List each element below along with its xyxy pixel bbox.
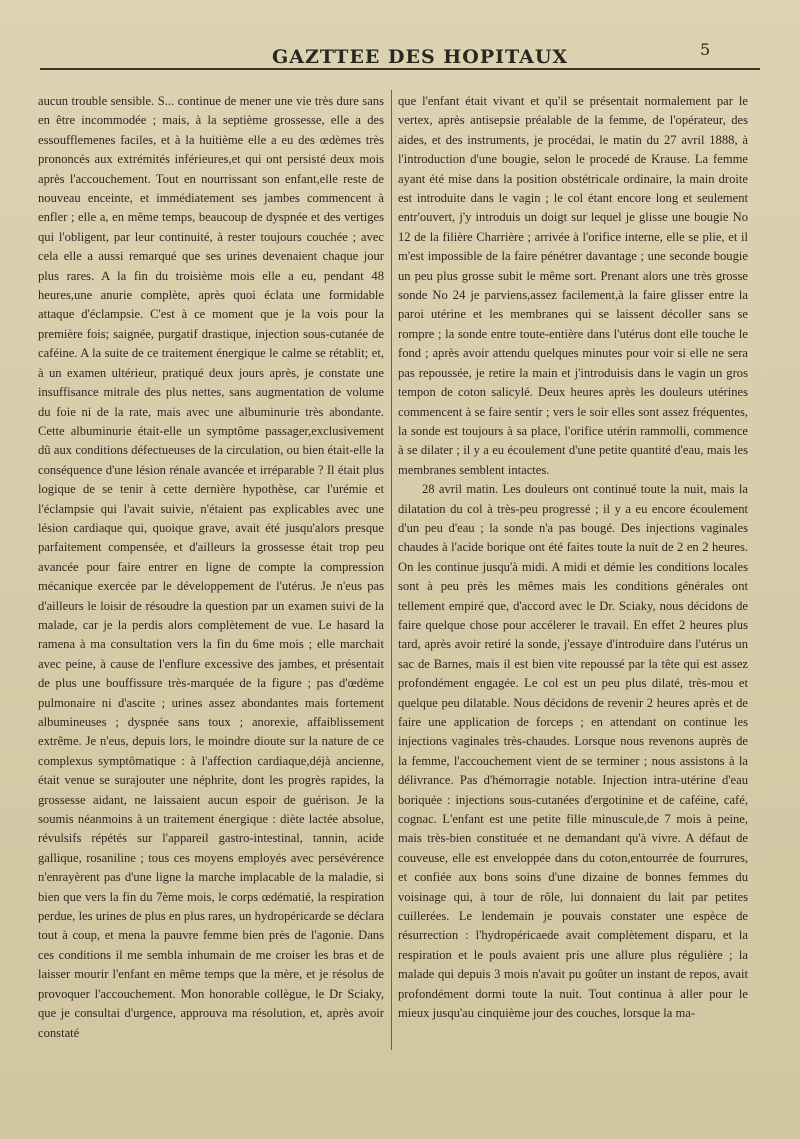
right-column bbox=[398, 92, 748, 1102]
header-rule bbox=[40, 68, 760, 70]
column-divider bbox=[391, 90, 392, 1050]
page-header bbox=[0, 38, 800, 78]
right-paragraph-2: 28 avril matin. Les douleurs ont continué toute la nuit, mais la dilatation du col à très-peu progressé ; il y a eu encore écoulement d'un peu d'eau ; la sonde n'a pas bougé. Des injections vaginales chaudes à l'acide borique ont été faites toute la nuit de 2 en 2 heures. On les continue jusqu'à midi. A midi et démie les conditions locales sont à peu près les mêmes mais les conditions générales ont tellement empiré que, d'accord avec le Dr. Sciaky, nous décidons de faire quelque chose pour accélerer le travail. En effet 2 heures plus tard, après avoir retiré la sonde, j'essaye d'introduire dans l'utérus un sac de Barnes, mais il est bien vite repoussé par la tête qui est assez profondément engagée. Le col est un peu plus dilaté, très-mou et quelque peu dilatable. Nous décidons de revenir 2 heures après et de faire une application de forceps ; en attendant on continue les injections vaginales très-chaudes. Lorsque nous revenons auprès de la femme, l'accouchement vient de se terminer ; nous assistons à la délivrance. Pas d'hémorragie notable. Injection intra-utérine d'eau boriquée : injections sous-cutanées d'ergotinine et de caféine, café, cognac. L'enfant est une petite fille minuscule,de 7 mois à peine, mais très-bien constituée et ne demandant qu'à vivre. A défaut de couveuse, elle est enveloppée dans du coton,entourrée de fourrures, et confiée aux bons soins d'une dizaine de bonnes femmes du voisinage qui, à tour de rôle, lui donnaient du lait par petites cuillerées. Le lendemain je pouvais constater une espèce de résurrection : l'hydropéricaede avait complètement disparu, et la respiration et le pouls avaient pris une allure plus régulière ; la malade qui depuis 3 mois n'avait pu goûter un instant de repos, avait profondément dormi toute la nuit. Tout continua à aller pour le mieux jusqu'au cinquième jour des couches, lorsque la ma- bbox=[398, 482, 748, 1021]
page-number: 5 bbox=[700, 40, 711, 59]
left-column bbox=[38, 92, 384, 1102]
right-paragraph-1: que l'enfant était vivant et qu'il se présentait normalement par le vertex, après antisepsie préalable de la femme, de l'opérateur, des aides, et des instruments, je procédai, le matin du 27 avril 1888, à l'introduction d'une bougie, selon le procedé de Krause. La femme ayant été mise dans la position obstétricale ordinaire, la main droite est introduite dans le vagin ; le col étant encore long et seulement entr'ouvert, j'y introduis un doigt sur lequel je glisse une bougie No 12 de la filière Charrière ; arrivée à l'orifice interne, elle se plie, et il m'est impossible de la faire pénétrer davantage ; une seconde bougie un peu plus grosse subit le même sort. Prenant alors une très grosse sonde No 24 je parviens,assez facilement,à la faire glisser entre la paroi utérine et les membranes qui se laissent décoller sans se rompre ; la sonde entre toute-entière dans l'utérus dont elle touche le fond ; après avoir attendu quelques minutes pour voir si elle ne sera pas repoussée, je retire la main et j'introduisis dans le vagin un gros tempon de coton salicylé. Deux heures après les douleurs utérines commencent à se faire sentir ; vers le soir elles sont assez fréquentes, la sonde est toujours à sa place, l'orifice utérin rammolli, commence à se dilater ; il y a eu écoulement d'une petite quantité d'eau, mais les membranes semblent intactes. bbox=[398, 94, 748, 477]
journal-title: GAZTTEE DES HOPITAUX bbox=[272, 46, 569, 68]
left-paragraph-1: aucun trouble sensible. S... continue de mener une vie très dure sans en être incommodée ; mais, à la septième grossesse, elle a des essoufflemenes faciles, et à la huitième elle a eu des œdèmes très prononcés aux extrémités inférieures,et qui ont persisté deux mois après l'accouchement. Tout en nourrissant son enfant,elle reste de nouveau enceinte, et immédiatement ses jambes commencent à enfler ; elle a, en même temps, beaucoup de dyspnée et des vertiges qui l'obligent, par leur continuité, à rester toujours couchée ; avec cela elle a aussi remarqué que ses urines devenaient chaque jour plus rares. A la fin du troisième mois elle a eu, pendant 48 heures,une anurie complète, après quoi éclata une formidable attaque d'éclampsie. C'est à ce moment que je la vois pour la première fois; saignée, purgatif drastique, injection sous-cutanée de caféine. A la suite de ce traitement énergique le calme se rétablit; et, à un examen ultérieur, pratiqué deux jours après, je constate une insuffisance mitrale des plus nettes, sans augmentation de volume du foie ni de la rate, mais avec une albuminurie très abondante. Cette albuminurie était-elle un symptôme passager,exclusivement dû aux conditions défectueuses de la circulation, ou bien était-elle la conséquence d'une lésion rénale avancée et irréparable ? Il était plus logique de se tenir à cette dernière hypothèse, car l'urémie et l'éclampsie qui l'avait suivie, n'étaient pas explicables avec une lésion cardiaque qui, quoique grave, avait été jusqu'alors presque parfaitement compensée, et d'ailleurs la grossesse était trop peu avancée pour faire entrer en ligne de compte la compression mécanique exercée par le développement de l'utérus. Je n'eus pas d'ailleurs le loisir de résoudre la question par un examen suivi de la malade, car je la perdis alors complètement de vue. Le hasard la ramena à ma consultation vers la fin du 6me mois ; elle marchait avec peine, à cause de l'enflure excessive des jambes, et présentait de plus une bouffissure très-marquée de la figure ; pas d'œdème pulmonaire ni d'ascite ; urines assez abondantes mais fortement albumineuses ; dyspnée sans toux ; anorexie, affaiblissement extrême. Je n'eus, depuis lors, le moindre dioute sur la nature de ce complexus symptômatique : à l'affection cardiaque,déjà ancienne, était venue se surajouter une néphrite, dont les progrès rapides, la grossesse aidant, ne laissaient aucun espoir de guérison. Je la soumis néanmoins à un traitement énergique : diète lactée absolue, révulsifs répétés sur l'appareil gastro-intestinal, tannin, acide gallique, rosaniline ; tous ces moyens employés avec persévérence n'enrayèrent pas d'une ligne la marche implacable de la maladie, si bien que vers la fin du 7ème mois, le corps œdématié, la respiration perdue, les urines de plus en plus rares, un hydropéricarde se déclara tout à coup, et mena la pauvre femme bien près de l'agonie. Dans ces conditions il me sembla inhumain de me croiser les bras et de laisser mourir l'enfant en même temps que la mère, et je résolus de provoquer l'accouchement. Mon honorable collègue, le Dr Sciaky, que je consultai d'urgence, approuva ma résolution, et, après avoir constaté bbox=[38, 94, 384, 1040]
